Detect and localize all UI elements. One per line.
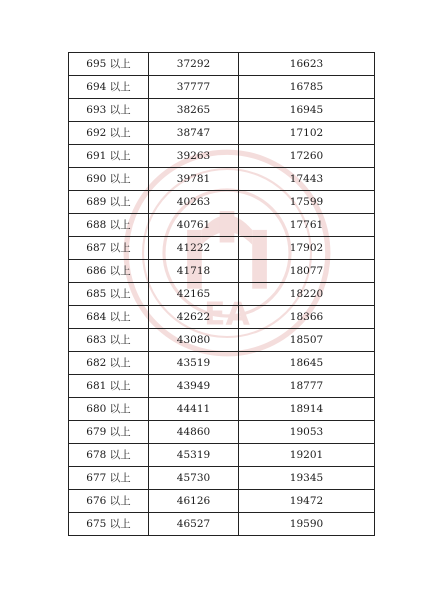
cumulative-count-cell: 42165 — [149, 283, 239, 306]
cumulative-count-cell: 38747 — [149, 122, 239, 145]
cumulative-count-cell: 42622 — [149, 306, 239, 329]
cumulative-count-cell-2: 18645 — [239, 352, 375, 375]
cumulative-count-cell-2: 16785 — [239, 76, 375, 99]
cumulative-count-cell-2: 18077 — [239, 260, 375, 283]
cumulative-count-cell: 44860 — [149, 421, 239, 444]
cumulative-count-cell-2: 17902 — [239, 237, 375, 260]
cumulative-count-cell-2: 18366 — [239, 306, 375, 329]
score-cell: 695 以上 — [69, 53, 149, 76]
score-cell: 676 以上 — [69, 490, 149, 513]
table-row — [69, 191, 375, 214]
score-cell: 686 以上 — [69, 260, 149, 283]
cumulative-count-cell: 40761 — [149, 214, 239, 237]
table-row — [69, 467, 375, 490]
cumulative-count-cell: 40263 — [149, 191, 239, 214]
score-cell: 688 以上 — [69, 214, 149, 237]
table-row — [69, 260, 375, 283]
cumulative-count-cell-2: 17260 — [239, 145, 375, 168]
cumulative-count-cell-2: 17599 — [239, 191, 375, 214]
cumulative-count-cell-2: 18507 — [239, 329, 375, 352]
score-ranking-table — [68, 52, 375, 536]
score-cell: 693 以上 — [69, 99, 149, 122]
score-cell: 677 以上 — [69, 467, 149, 490]
score-cell: 675 以上 — [69, 513, 149, 536]
score-cell: 679 以上 — [69, 421, 149, 444]
cumulative-count-cell-2: 19472 — [239, 490, 375, 513]
table-row — [69, 145, 375, 168]
cumulative-count-cell: 45319 — [149, 444, 239, 467]
cumulative-count-cell-2: 17761 — [239, 214, 375, 237]
seal-lettering: EA — [204, 296, 250, 333]
cumulative-count-cell: 45730 — [149, 467, 239, 490]
cumulative-count-cell: 37292 — [149, 53, 239, 76]
table-row — [69, 99, 375, 122]
table-row — [69, 513, 375, 536]
table-row — [69, 168, 375, 191]
cumulative-count-cell: 43080 — [149, 329, 239, 352]
table-row — [69, 398, 375, 421]
table-row — [69, 352, 375, 375]
cumulative-count-cell-2: 16945 — [239, 99, 375, 122]
score-cell: 687 以上 — [69, 237, 149, 260]
score-cell: 685 以上 — [69, 283, 149, 306]
table-row — [69, 421, 375, 444]
cumulative-count-cell-2: 19053 — [239, 421, 375, 444]
score-cell: 681 以上 — [69, 375, 149, 398]
table-row — [69, 306, 375, 329]
cumulative-count-cell: 44411 — [149, 398, 239, 421]
cumulative-count-cell: 46527 — [149, 513, 239, 536]
cumulative-count-cell: 43949 — [149, 375, 239, 398]
cumulative-count-cell-2: 18777 — [239, 375, 375, 398]
table-body — [69, 53, 375, 536]
cumulative-count-cell-2: 18220 — [239, 283, 375, 306]
score-cell: 690 以上 — [69, 168, 149, 191]
cumulative-count-cell-2: 17102 — [239, 122, 375, 145]
table-row — [69, 375, 375, 398]
cumulative-count-cell-2: 19345 — [239, 467, 375, 490]
score-cell: 694 以上 — [69, 76, 149, 99]
cumulative-count-cell: 38265 — [149, 99, 239, 122]
cumulative-count-cell: 41718 — [149, 260, 239, 283]
cumulative-count-cell: 46126 — [149, 490, 239, 513]
score-cell: 689 以上 — [69, 191, 149, 214]
cumulative-count-cell: 43519 — [149, 352, 239, 375]
cumulative-count-cell: 37777 — [149, 76, 239, 99]
cumulative-count-cell: 39263 — [149, 145, 239, 168]
score-cell: 682 以上 — [69, 352, 149, 375]
cumulative-count-cell-2: 16623 — [239, 53, 375, 76]
table-row — [69, 53, 375, 76]
score-cell: 692 以上 — [69, 122, 149, 145]
cumulative-count-cell-2: 18914 — [239, 398, 375, 421]
table-row — [69, 76, 375, 99]
table-row — [69, 122, 375, 145]
table-row — [69, 283, 375, 306]
cumulative-count-cell: 39781 — [149, 168, 239, 191]
table-row — [69, 214, 375, 237]
table-row — [69, 490, 375, 513]
table-row — [69, 444, 375, 467]
score-cell: 678 以上 — [69, 444, 149, 467]
table-row — [69, 237, 375, 260]
score-cell: 691 以上 — [69, 145, 149, 168]
score-cell: 680 以上 — [69, 398, 149, 421]
table-row — [69, 329, 375, 352]
score-cell: 683 以上 — [69, 329, 149, 352]
cumulative-count-cell-2: 19201 — [239, 444, 375, 467]
cumulative-count-cell-2: 17443 — [239, 168, 375, 191]
cumulative-count-cell: 41222 — [149, 237, 239, 260]
score-cell: 684 以上 — [69, 306, 149, 329]
cumulative-count-cell-2: 19590 — [239, 513, 375, 536]
